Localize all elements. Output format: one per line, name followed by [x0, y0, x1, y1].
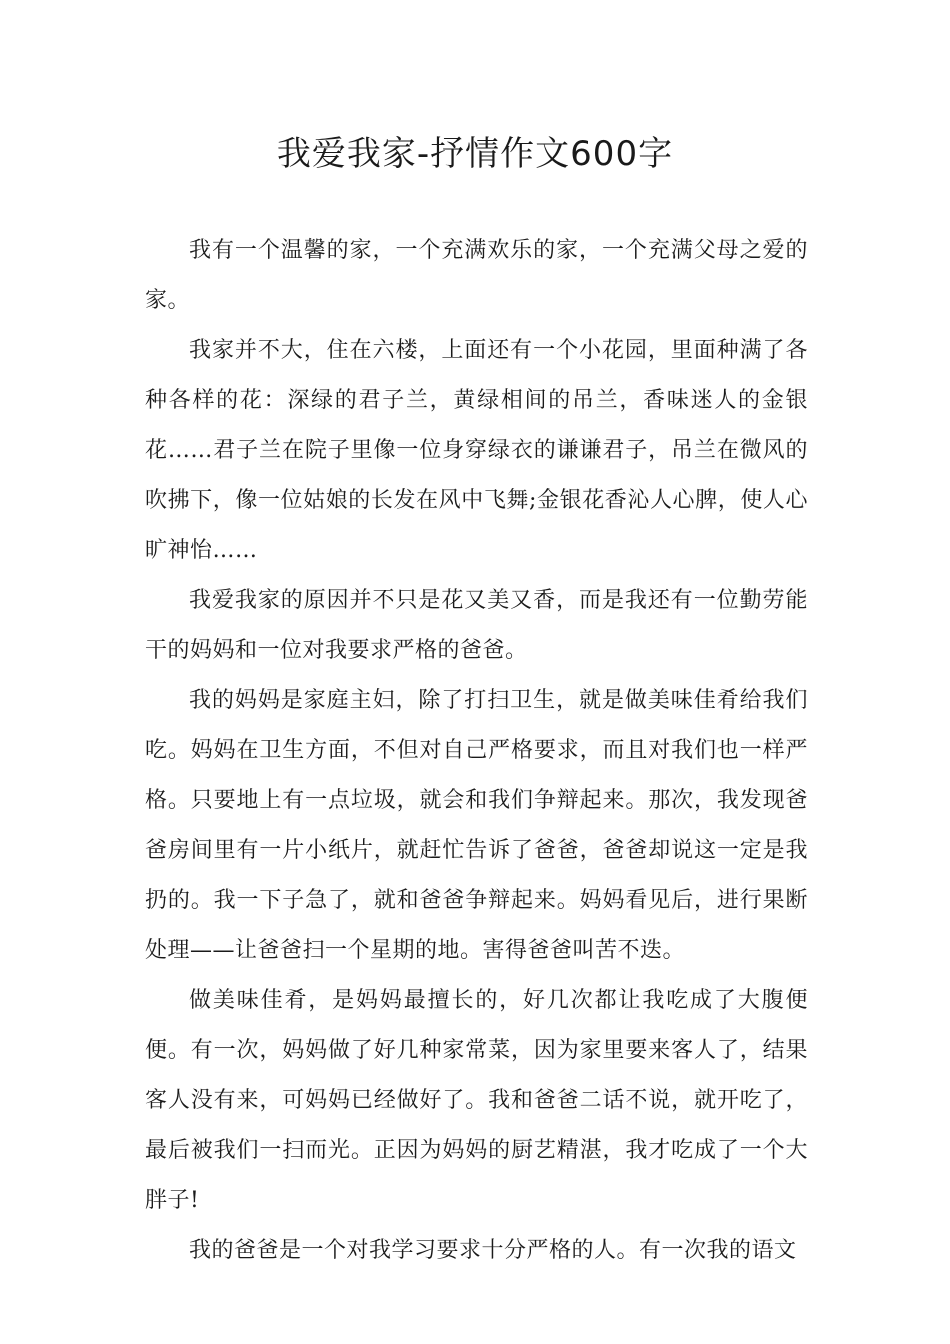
- paragraph: 我的爸爸是一个对我学习要求十分严格的人。有一次我的语文: [189, 1238, 797, 1263]
- paragraph: 我的妈妈是家庭主妇，除了打扫卫生，就是做美味佳肴给我们吃。妈妈在卫生方面，不但对自己严格要求，而且对我们也一样严格。只要地上有一点垃圾，就会和我们争辩起来。那次，我发现爸爸房间里有一片小纸片，就赶忙告诉了爸爸，爸爸却说这一定是我扔的。我一下子急了，就和爸爸争辩起来。妈妈看见后，进行果断处理——让爸爸扫一个星期的地。害得爸爸叫苦不迭。: [145, 688, 808, 963]
- paragraph: 做美味佳肴，是妈妈最擅长的，好几次都让我吃成了大腹便便。有一次，妈妈做了好几种家常菜，因为家里要来客人了，结果客人没有来，可妈妈已经做好了。我和爸爸二话不说，就开吃了，最后被我们一扫而光。正因为妈妈的厨艺精湛，我才吃成了一个大胖子!: [145, 988, 808, 1213]
- document-title: 我爱我家-抒情作文600字: [276, 134, 674, 174]
- paragraph: 我家并不大，住在六楼，上面还有一个小花园，里面种满了各种各样的花：深绿的君子兰，黄绿相间的吊兰，香味迷人的金银花……君子兰在院子里像一位身穿绿衣的谦谦君子，吊兰在微风的吹拂下，像一位姑娘的长发在风中飞舞;金银花香沁人心脾，使人心旷神怡……: [145, 338, 808, 563]
- paragraph: 我爱我家的原因并不只是花又美又香，而是我还有一位勤劳能干的妈妈和一位对我要求严格的爸爸。: [145, 588, 808, 663]
- document-body: [145, 226, 808, 1276]
- paragraph: 我有一个温馨的家，一个充满欢乐的家，一个充满父母之爱的家。: [145, 238, 808, 313]
